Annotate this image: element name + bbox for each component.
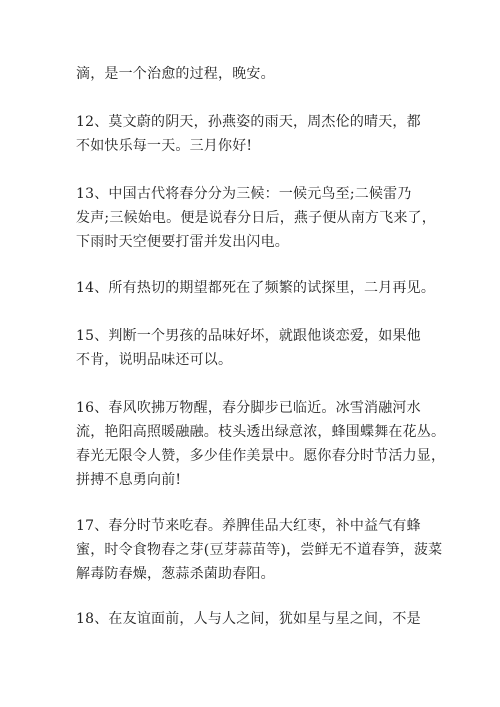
paragraph-16 [76, 396, 446, 492]
paragraph-14 [76, 276, 436, 300]
paragraph-13 [76, 182, 436, 254]
text-line: 滴，是一个治愈的过程，晚安。 [76, 66, 275, 82]
text-line: 13、中国古代将春分分为三候：一候元鸟至;二候雷乃 [76, 186, 412, 202]
text-line: 流，艳阳高照暖融融。枝头透出绿意浓，蜂围蝶舞在花丛。 [76, 424, 446, 440]
text-line: 15、判断一个男孩的品味好坏，就跟他谈恋爱，如果他 [76, 328, 421, 344]
text-line: 16、春风吹拂万物醒，春分脚步已临近。冰雪消融河水 [76, 400, 421, 416]
text-line: 不如快乐每一天。三月你好! [76, 138, 253, 154]
text-line: 14、所有热切的期望都死在了频繁的试探里，二月再见。 [76, 280, 436, 296]
text-line: 蜜，时令食物春之芽(豆芽蒜苗等)，尝鲜无不道春笋，菠菜 [76, 542, 443, 558]
paragraph-12 [76, 110, 436, 158]
text-line: 下雨时天空便要打雷并发出闪电。 [76, 234, 289, 250]
text-line: 17、春分时节来吃春。养脾佳品大红枣，补中益气有蜂 [76, 518, 421, 534]
paragraph-17 [76, 514, 443, 586]
text-line: 发声;三候始电。便是说春分日后，燕子便从南方飞来了， [76, 210, 436, 226]
paragraph-15 [76, 324, 436, 372]
paragraph-11-end [76, 62, 436, 86]
text-line: 18、在友谊面前，人与人之间，犹如星与星之间，不是 [76, 611, 421, 627]
text-line: 12、莫文蔚的阴天，孙燕姿的雨天，周杰伦的晴天，都 [76, 114, 421, 130]
text-line: 春光无限令人赞，多少佳作美景中。愿你春分时节活力显， [76, 448, 446, 464]
paragraph-18-start [76, 607, 436, 631]
text-line: 不肯，说明品味还可以。 [76, 352, 233, 368]
text-line: 拼搏不息勇向前! [76, 472, 182, 488]
text-line: 解毒防春燥，葱蒜杀菌助春阳。 [76, 566, 275, 582]
